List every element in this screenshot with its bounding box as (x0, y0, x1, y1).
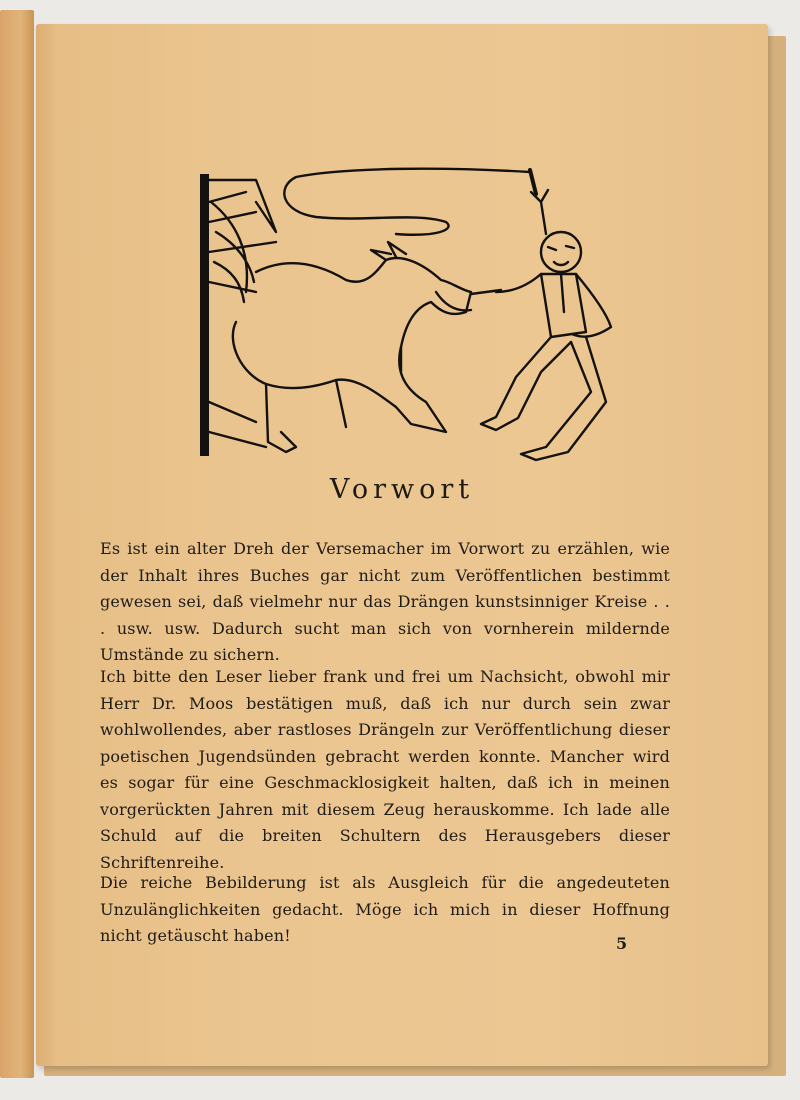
paragraph-3: Die reiche Bebilderung ist als Ausgleich für die angedeuteten Unzulänglichkeiten gedacht. Möge ich mich in dieser Hoffnung nicht getäuscht haben! (100, 873, 670, 945)
book-page (36, 24, 768, 1066)
paragraph-2: Ich bitte den Leser lieber frank und frei um Nachsicht, obwohl mir Herr Dr. Moos bestätigen muß, daß ich nur durch sein zwar wohlwollendes, aber rastloses Drängeln zur Veröffentlichung dieser poetischen Jugendsünden gebracht werden konnte. Mancher wird es sogar für eine Geschmacklosigkeit halten, daß ich in meinen vorgerückten Jahren mit diesem Zeug herauskomme. Ich lade alle Schuld auf die breiten Schultern des Herausgebers dieser Schriftenreihe. (100, 667, 670, 872)
paragraph-1: Es ist ein alter Dreh der Versemacher im Vorwort zu erzählen, wie der Inhalt ihres Buches gar nicht zum Veröffentlichen bestimmt gewesen sei, daß vielmehr nur das Drängen kunstsinniger Kreise . . . usw. usw. Dadurch sucht man sich von vornherein mildernde Umstände zu sichern. (100, 539, 670, 664)
previous-page-edge (0, 10, 34, 1078)
page-number: 5 (616, 934, 628, 953)
chapter-title: Vorwort (329, 474, 475, 505)
woodcut-illustration (196, 162, 636, 472)
